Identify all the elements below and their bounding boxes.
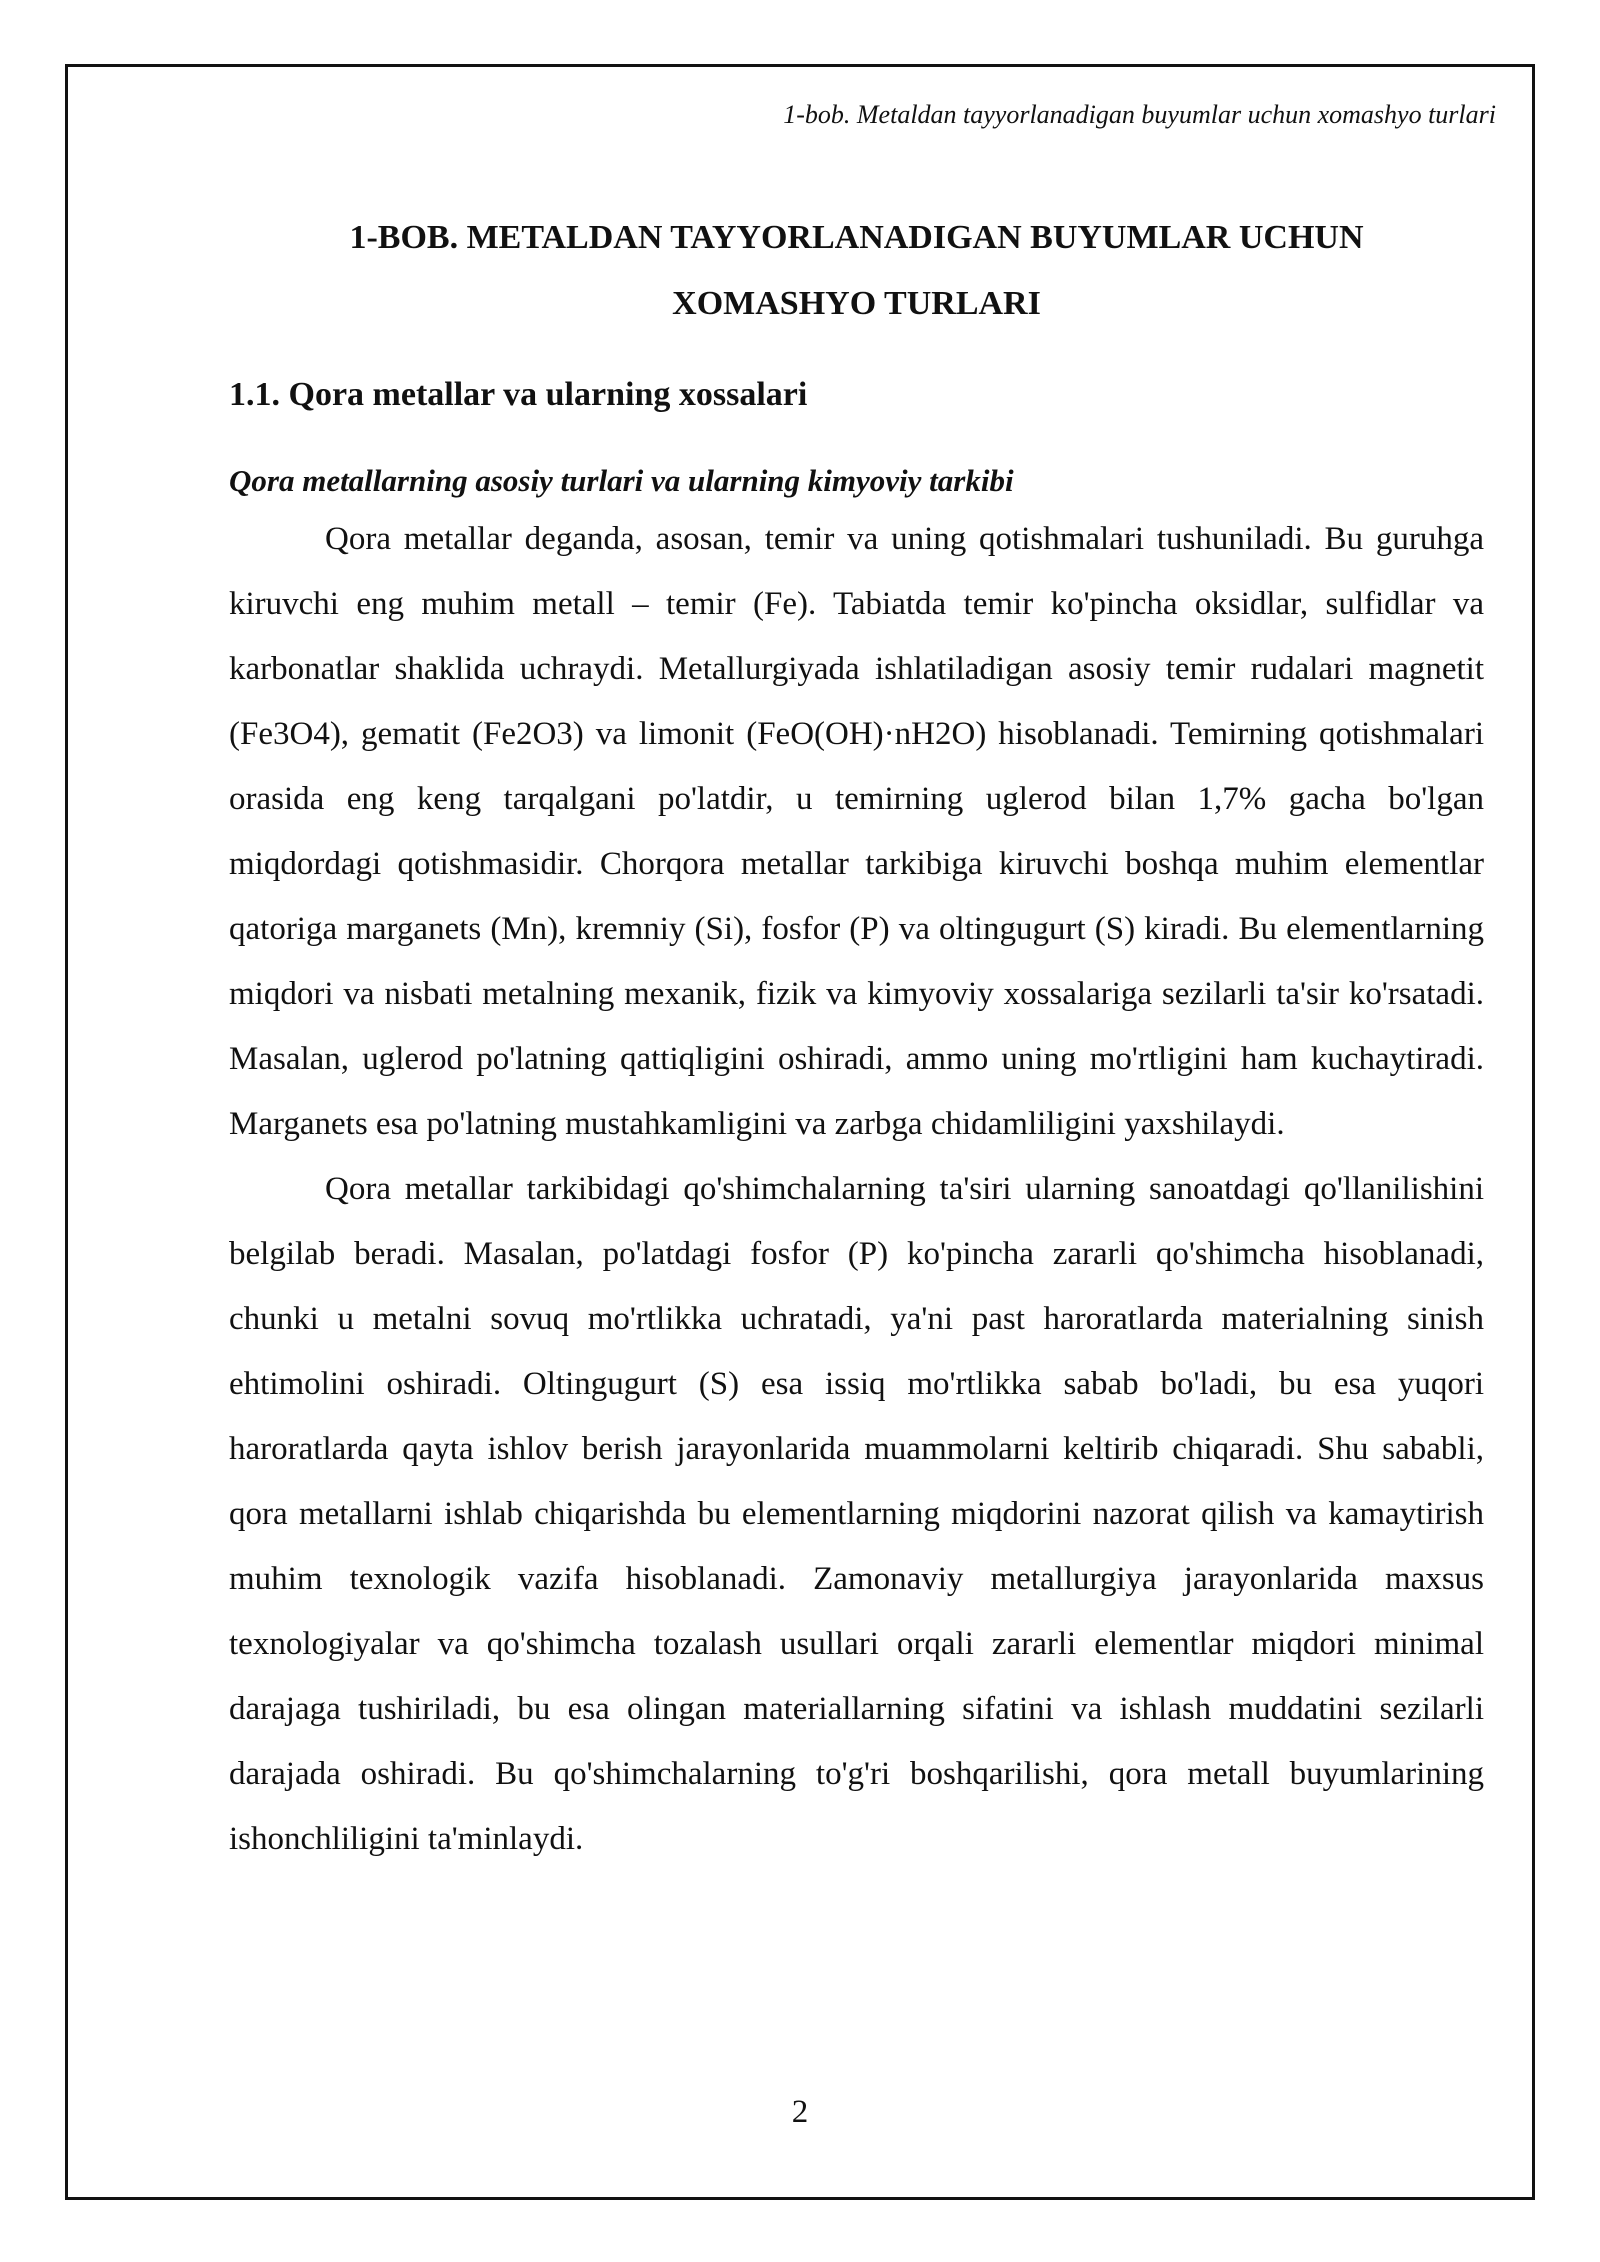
page-number: 2	[791, 2094, 809, 2130]
paragraph-1: Qora metallar deganda, asosan, temir va uning qotishmalari tushuniladi. Bu guruhga kiruvchi eng muhim metall – temir (Fe). Tabiatda temir ko'pincha oksidlar, sulfidlar va karbonatlar shaklida uchraydi. Metallurgiyada ishlatiladigan asosiy temir rudalari magnetit (Fe3O4), gematit (Fe2O3) va limonit (FeO(OH)·nH2O) hisoblanadi. Temirning qotishmalari orasida eng keng tarqalgani po'latdir, u temirning uglerod bilan 1,7% gacha bo'lgan miqdordagi qotishmasidir. Chorqora metallar tarkibiga kiruvchi boshqa muhim elementlar qatoriga marganets (Mn), kremniy (Si), fosfor (P) va oltingugurt (S) kiradi. Bu elementlarning miqdori va nisbati metalning mexanik, fizik va kimyoviy xossalariga sezilarli ta'sir ko'rsatadi. Masalan, uglerod po'latning qattiqligini oshiradi, ammo uning mo'rtligini ham kuchaytiradi. Marganets esa po'latning mustahkamligini va zarbga chidamliligini yaxshilaydi.	[229, 521, 1484, 1142]
chapter-title-line-2: XOMASHYO TURLARI	[672, 285, 1041, 322]
chapter-title	[229, 205, 1484, 337]
running-header: 1-bob. Metaldan tayyorlanadigan buyumlar uchun xomashyo turlari	[783, 100, 1496, 129]
subsection-heading: Qora metallarning asosiy turlari va ularning kimyoviy tarkibi	[229, 463, 1014, 498]
page-content	[229, 205, 1484, 1872]
paragraph-2: Qora metallar tarkibidagi qo'shimchalarning ta'siri ularning sanoatdagi qo'llanilishini belgilab beradi. Masalan, po'latdagi fosfor (P) ko'pincha zararli qo'shimcha hisoblanadi, chunki u metalni sovuq mo'rtlikka uchratadi, ya'ni past haroratlarda materialning sinish ehtimolini oshiradi. Oltingugurt (S) esa issiq mo'rtlikka sabab bo'ladi, bu esa yuqori haroratlarda qayta ishlov berish jarayonlarida muammolarni keltirib chiqaradi. Shu sababli, qora metallarni ishlab chiqarishda bu elementlarning miqdorini nazorat qilish va kamaytirish muhim texnologik vazifa hisoblanadi. Zamonaviy metallurgiya jarayonlarida maxsus texnologiyalar va qo'shimcha tozalash usullari orqali zararli elementlar miqdori minimal darajaga tushiriladi, bu esa olingan materiallarning sifatini va ishlash muddatini sezilarli darajada oshiradi. Bu qo'shimchalarning to'g'ri boshqarilishi, qora metall buyumlarining ishonchliligini ta'minlaydi.	[229, 1171, 1484, 1857]
section-heading: 1.1. Qora metallar va ularning xossalari	[229, 376, 808, 413]
body-text	[229, 507, 1484, 1872]
chapter-title-line-1: 1-BOB. METALDAN TAYYORLANADIGAN BUYUMLAR UCHUN	[349, 219, 1364, 256]
